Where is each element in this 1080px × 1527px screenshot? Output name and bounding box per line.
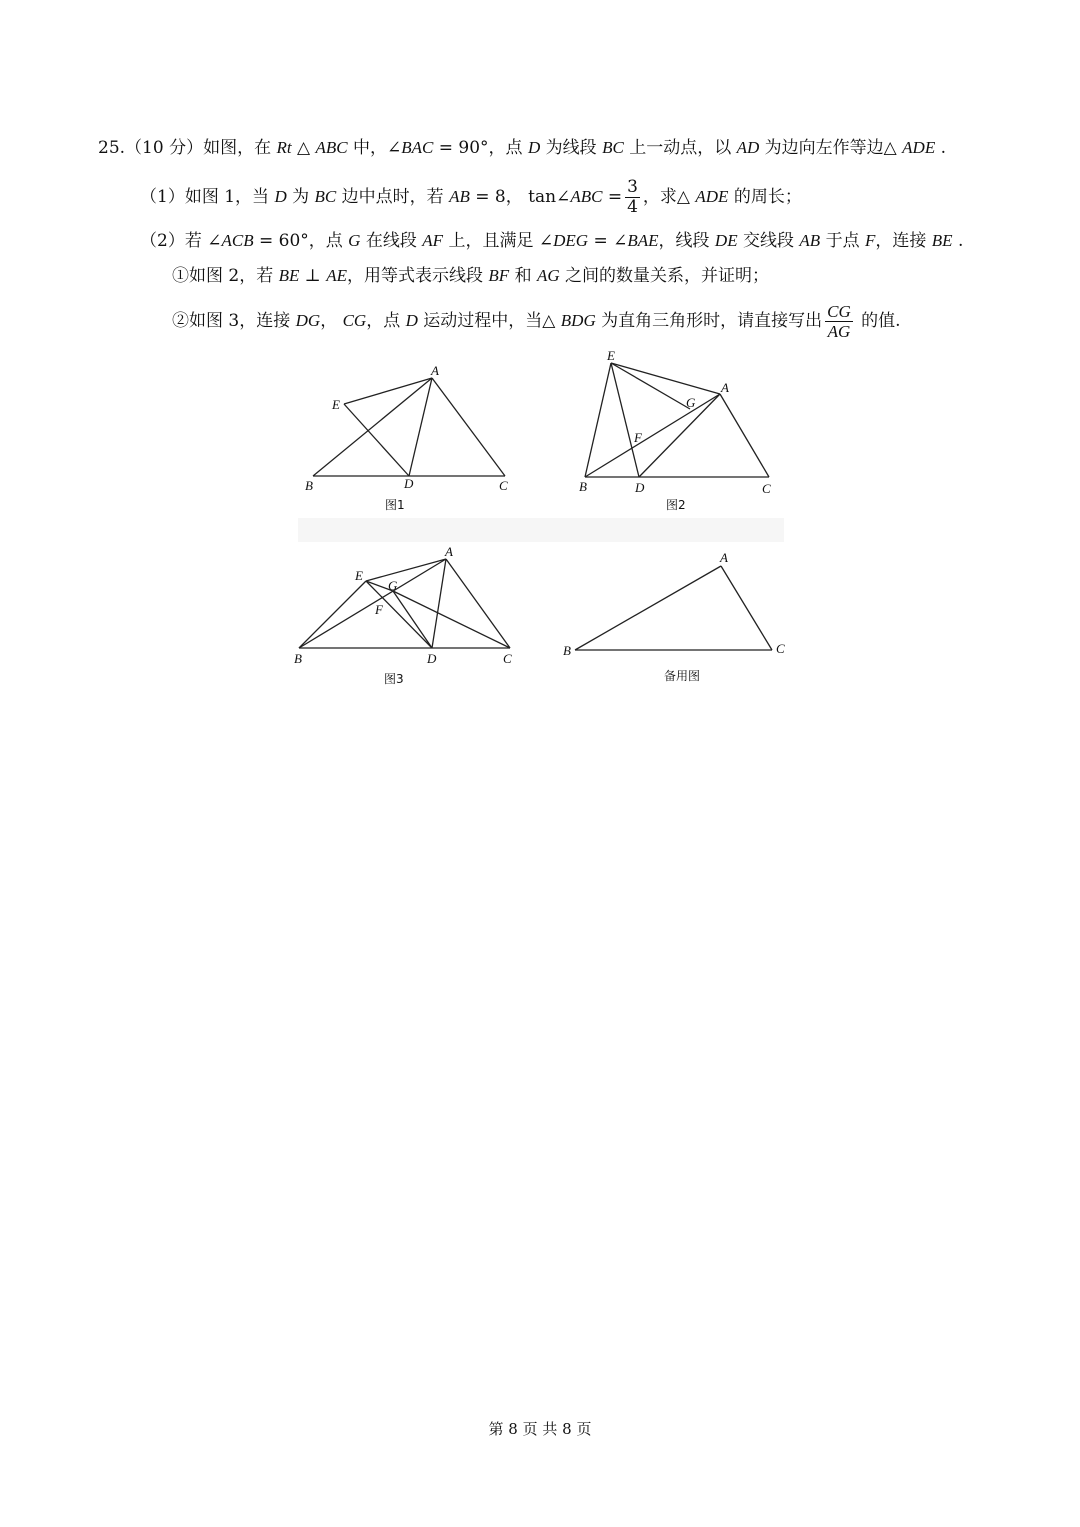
scan-band bbox=[298, 518, 784, 542]
text: ，连接 bbox=[875, 231, 932, 251]
math-var: DEG bbox=[553, 231, 589, 250]
label-E: E bbox=[607, 348, 615, 363]
text: 边中点时，若 bbox=[336, 187, 450, 207]
label-C: C bbox=[762, 481, 771, 496]
math-var: AE bbox=[326, 266, 347, 285]
math-var: BAE bbox=[627, 231, 659, 250]
math-var: F bbox=[865, 231, 876, 250]
segment-AD bbox=[432, 559, 446, 648]
math-var: ABC bbox=[570, 187, 603, 206]
label-F: F bbox=[375, 602, 383, 617]
segment-ED bbox=[611, 363, 639, 477]
text: . bbox=[935, 138, 947, 158]
math-var: BDG bbox=[560, 311, 596, 330]
segment-EB bbox=[299, 581, 366, 648]
segment-EA bbox=[611, 363, 720, 394]
segment-AD bbox=[409, 378, 432, 476]
segment-BA bbox=[585, 394, 720, 477]
figure-1-caption: 图1 bbox=[385, 498, 405, 512]
figure-3 bbox=[294, 544, 512, 686]
math-var: AD bbox=[736, 138, 760, 157]
segment-BA bbox=[313, 378, 432, 476]
segment-AC bbox=[721, 566, 772, 650]
text: = ∠ bbox=[588, 231, 628, 251]
text: 运动过程中，当△ bbox=[417, 311, 561, 331]
text: ， bbox=[320, 311, 343, 331]
label-C: C bbox=[776, 641, 785, 656]
text: . bbox=[952, 231, 964, 251]
text: 之间的数量关系，并证明； bbox=[559, 266, 770, 286]
text: 为直角三角形时，请直接写出 bbox=[595, 311, 823, 331]
text: 上一动点，以 bbox=[623, 138, 737, 158]
text: 和 bbox=[509, 266, 537, 286]
text: ①如图 2，若 bbox=[172, 266, 279, 286]
label-G: G bbox=[388, 578, 398, 593]
label-A: A bbox=[445, 544, 453, 559]
figure-1 bbox=[305, 363, 508, 512]
text: 的值. bbox=[855, 311, 901, 331]
segment-EG bbox=[611, 363, 690, 409]
math-var: BC bbox=[602, 138, 624, 157]
text: ，用等式表示线段 bbox=[346, 266, 489, 286]
label-C: C bbox=[499, 478, 508, 493]
math-var: BE bbox=[278, 266, 300, 285]
text: 上，且满足 ∠ bbox=[443, 231, 554, 251]
segment-BA bbox=[575, 566, 721, 650]
label-E: E bbox=[332, 397, 340, 412]
text: ②如图 3，连接 bbox=[172, 311, 296, 331]
label-D: D bbox=[404, 476, 414, 491]
segment-AD bbox=[639, 394, 720, 477]
problem-score: （10 分） bbox=[125, 138, 204, 158]
math-var: DE bbox=[714, 231, 738, 250]
fraction-numerator: CG bbox=[827, 302, 851, 321]
label-D: D bbox=[635, 480, 645, 495]
label-G: G bbox=[686, 395, 696, 410]
text: （1）如图 1，当 bbox=[140, 187, 275, 207]
math-var: BAC bbox=[401, 138, 434, 157]
math-var: Rt bbox=[276, 138, 292, 157]
segment-AC bbox=[446, 559, 510, 648]
figure-2 bbox=[579, 348, 771, 512]
segment-ED bbox=[344, 404, 409, 476]
segment-AC bbox=[432, 378, 505, 476]
text: 如图，在 bbox=[203, 138, 277, 158]
text: 的周长； bbox=[728, 187, 802, 207]
math-var: D bbox=[405, 311, 418, 330]
text: 中，∠ bbox=[347, 138, 402, 158]
text: 在线段 bbox=[360, 231, 423, 251]
fraction-numerator: 3 bbox=[627, 177, 638, 197]
text: = 60°，点 bbox=[253, 231, 349, 251]
label-A: A bbox=[721, 380, 729, 395]
label-F: F bbox=[634, 430, 642, 445]
math-var: AF bbox=[422, 231, 444, 250]
math-var: BF bbox=[488, 266, 510, 285]
problem-number: 25. bbox=[98, 138, 126, 158]
text: 为边向左作等边△ bbox=[759, 138, 903, 158]
math-var: DG bbox=[295, 311, 321, 330]
label-B: B bbox=[305, 478, 313, 493]
math-var: G bbox=[348, 231, 361, 250]
text: （2）若 ∠ bbox=[140, 231, 222, 251]
text: 交线段 bbox=[737, 231, 800, 251]
math-var: AB bbox=[449, 187, 470, 206]
text: 为线段 bbox=[540, 138, 603, 158]
text: = 90°，点 bbox=[433, 138, 528, 158]
math-var: ADE bbox=[695, 187, 729, 206]
math-var: AB bbox=[799, 231, 821, 250]
text: ，点 bbox=[366, 311, 406, 331]
math-var: BE bbox=[931, 231, 953, 250]
math-var: D bbox=[274, 187, 287, 206]
math-var: D bbox=[527, 138, 541, 157]
segment-EB bbox=[585, 363, 611, 477]
segment-CG bbox=[393, 591, 510, 648]
text: = bbox=[602, 187, 623, 207]
text: = 8， tan∠ bbox=[469, 187, 571, 207]
math-var: ABC bbox=[315, 138, 348, 157]
segment-EA bbox=[366, 559, 446, 581]
label-E: E bbox=[355, 568, 363, 583]
segment-EA bbox=[344, 378, 432, 404]
fraction-denominator: 4 bbox=[627, 197, 638, 217]
text: 为 bbox=[286, 187, 315, 207]
text: ，求△ bbox=[642, 187, 696, 207]
segment-BA bbox=[299, 559, 446, 648]
fraction-denominator: AG bbox=[827, 322, 851, 341]
label-D: D bbox=[427, 651, 437, 666]
label-A: A bbox=[720, 550, 728, 565]
page-footer: 第 8 页 共 8 页 bbox=[488, 1420, 592, 1438]
text: ，线段 bbox=[658, 231, 715, 251]
label-C: C bbox=[503, 651, 512, 666]
math-var: AG bbox=[536, 266, 560, 285]
segment-AC bbox=[720, 394, 769, 477]
label-B: B bbox=[579, 479, 587, 494]
math-var: ADE bbox=[902, 138, 936, 157]
figure-backup-caption: 备用图 bbox=[664, 669, 701, 683]
text: 于点 bbox=[820, 231, 865, 251]
math-var: CG bbox=[342, 311, 367, 330]
text: ⊥ bbox=[299, 266, 327, 286]
text: △ bbox=[291, 138, 316, 158]
math-var: ACB bbox=[221, 231, 254, 250]
figure-backup bbox=[563, 550, 785, 683]
segment-DG bbox=[393, 591, 432, 648]
figure-3-caption: 图3 bbox=[384, 672, 404, 686]
label-B: B bbox=[294, 651, 302, 666]
figure-2-caption: 图2 bbox=[666, 498, 686, 512]
label-A: A bbox=[431, 363, 439, 378]
label-B: B bbox=[563, 643, 571, 658]
math-var: BC bbox=[314, 187, 337, 206]
